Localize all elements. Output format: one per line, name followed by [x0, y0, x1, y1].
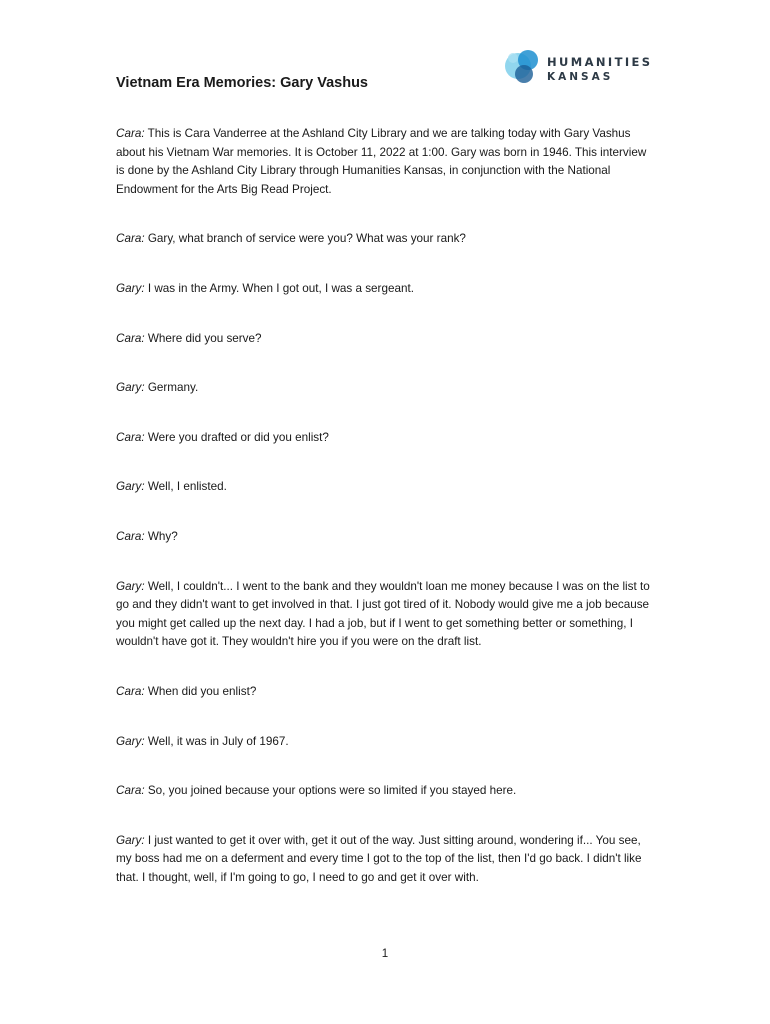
paragraph-text: Where did you serve?: [144, 331, 262, 345]
paragraph-text: Well, I enlisted.: [144, 480, 227, 494]
paragraph-text: I just wanted to get it over with, get it out of the way. Just sitting around, wondering if... You see, my boss had me on a deferment and every time I got to the top of the list, then I'd go back. I didn't like that. I thought, well, if I'm going to go, I need to go and get it over with.: [116, 833, 642, 884]
speaker-label: Gary:: [116, 579, 145, 593]
speaker-label: Gary:: [116, 381, 145, 395]
transcript-paragraph: [116, 125, 656, 199]
speaker-label: Gary:: [116, 281, 145, 295]
transcript-paragraph: [116, 832, 656, 888]
speaker-label: Cara:: [116, 232, 145, 246]
paragraph-text: Well, it was in July of 1967.: [144, 734, 289, 748]
transcript-body: [116, 125, 656, 918]
page-number: 1: [381, 948, 389, 960]
transcript-paragraph: [116, 230, 656, 249]
paragraph-text: When did you enlist?: [144, 684, 257, 698]
speaker-label: Cara:: [116, 684, 145, 698]
paragraph-text: Gary, what branch of service were you? What was your rank?: [144, 232, 466, 246]
paragraph-text: Germany.: [144, 381, 199, 395]
speaker-label: Cara:: [116, 331, 145, 345]
logo-wordmark: [547, 57, 652, 82]
document-title: Vietnam Era Memories: Gary Vashus: [116, 75, 368, 91]
speaker-label: Gary:: [116, 480, 145, 494]
speaker-label: Cara:: [116, 784, 145, 798]
transcript-paragraph: [116, 733, 656, 752]
paragraph-text: So, you joined because your options were so limited if you stayed here.: [144, 784, 517, 798]
transcript-paragraph: [116, 782, 656, 801]
speaker-label: Cara:: [116, 529, 145, 543]
paragraph-text: I was in the Army. When I got out, I was a sergeant.: [144, 281, 414, 295]
transcript-paragraph: [116, 578, 656, 652]
speaker-label: Cara:: [116, 430, 145, 444]
transcript-paragraph: [116, 429, 656, 448]
logo-line-humanities: HUMANITIES: [547, 55, 653, 69]
speaker-label: Cara:: [116, 127, 145, 140]
paragraph-text: Were you drafted or did you enlist?: [144, 430, 329, 444]
transcript-paragraph: [116, 478, 656, 497]
paragraph-text: This is Cara Vanderree at the Ashland City Library and we are talking today with Gary Vashus about his Vietnam War memories. It is October 11, 2022 at 1:00. Gary was born in 1946. This interview is done by the Ashland City Library through Humanities Kansas, in conjunction with the National Endowment for the Arts Big Read Project.: [116, 127, 647, 196]
transcript-paragraph: [116, 528, 656, 547]
transcript-paragraph: [116, 280, 656, 299]
paragraph-text: Well, I couldn't... I went to the bank and they wouldn't loan me money because I was on the list to go and they didn't want to get involved in that. I just got tired of it. Nobody would give me a job because you might get called up the next day. I had a job, but if I went to get something better or something, I wouldn't have got it. They wouldn't hire you if you were on the draft list.: [116, 579, 650, 649]
transcript-paragraph: [116, 683, 656, 702]
transcript-paragraph: [116, 330, 656, 349]
logo-line-kansas: KANSAS: [547, 70, 614, 83]
transcript-paragraph: [116, 379, 656, 398]
humanities-kansas-logo-icon: [504, 46, 544, 88]
speaker-label: Gary:: [116, 833, 145, 847]
speaker-label: Gary:: [116, 734, 145, 748]
paragraph-text: Why?: [144, 529, 178, 543]
humanities-kansas-logo: [504, 46, 654, 88]
